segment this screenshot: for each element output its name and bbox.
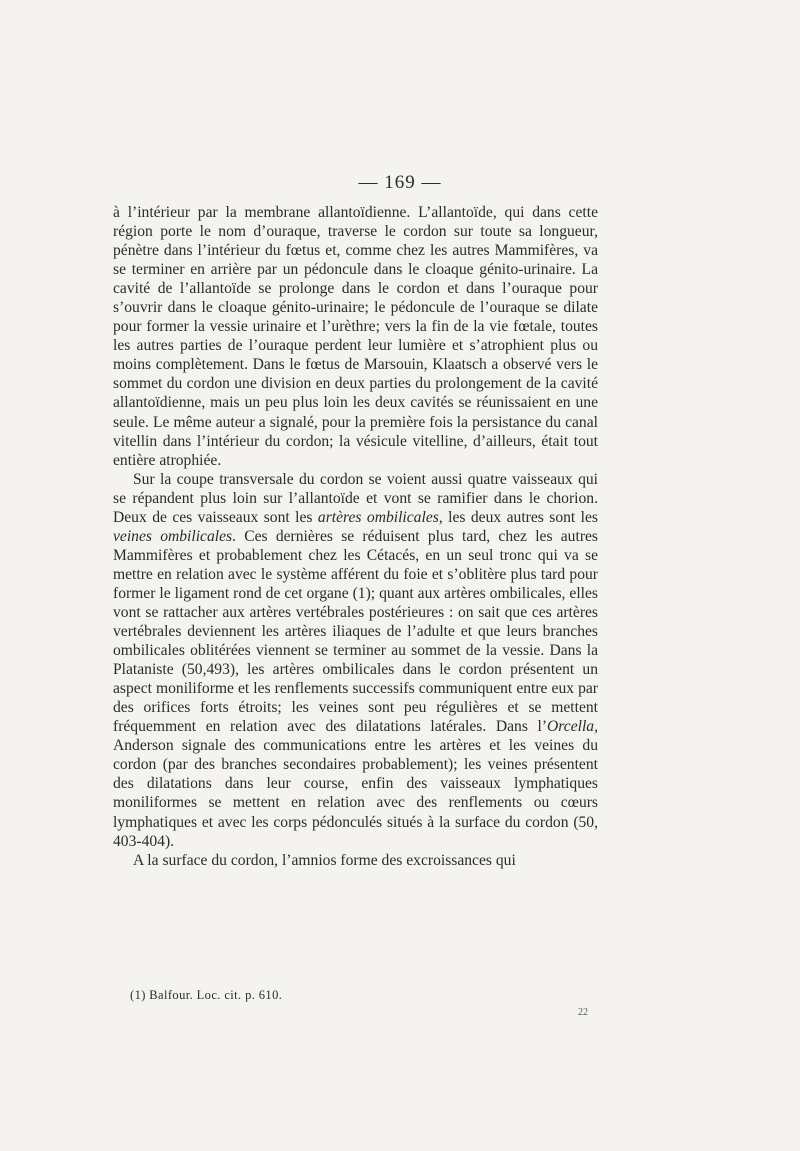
emphasis-veines-ombilicales: veines ombilicales bbox=[113, 527, 233, 545]
emphasis-arteres-ombilicales: artères ombilicales bbox=[317, 508, 439, 526]
paragraph-1: à l’intérieur par la membrane allantoïdienne. L’allantoïde, qui dans cette région porte le nom d’ouraque, traverse le cordon sur toute sa longueur, pénètre dans l’intérieur du fœtus et, comme chez les autres Mammifères, va se terminer en arrière par un pédoncule dans le cloaque génito-urinaire. La cavité de l’allantoïde se prolonge dans le cordon et dans l’ouraque pour s’ouvrir dans le cloaque génito-urinaire; le pédoncule de l’ouraque se dilate pour former la vessie urinaire et l’urèthre; vers la fin de la vie fœtale, toutes les autres parties de l’ouraque perdent leur lumière et s’atrophient plus ou moins complètement. Dans le fœtus de Marsouin, Klaatsch a observé vers le sommet du cordon une division en deux parties du prolongement de la cavité allantoïdienne, mais un peu plus loin les deux cavités se réunissaient en une seule. Le même auteur a signalé, pour la première fois la persistance du canal vitellin dans l’intérieur du cordon; la vésicule vitelline, d’ailleurs, était tout entière atrophiée. bbox=[113, 204, 598, 469]
page-number: — 169 — bbox=[358, 172, 442, 193]
paragraph-2: Sur la coupe transversale du cordon se voient aussi quatre vaisseaux qui se répandent plus loin sur l’allantoïde et vont se ramifier dans le chorion. Deux de ces vaisseaux sont les artères ombilicales, les deux autres sont les veines ombilicales. Ces dernières se réduisent plus tard, chez les autres Mammifères et probablement chez les Cétacés, en un seul tronc qui va se mettre en relation avec le système afférent du foie et s’oblitère plus tard pour former le ligament rond de cet organe (1); quant aux artères ombilicales, elles vont se rattacher aux artères vertébrales postérieures : on sait que ces artères vertébrales deviennent les artères iliaques de l’adulte et que leurs branches ombilicales oblitérées viennent se terminer au sommet de la vessie. Dans la Plataniste (50,493), les artères ombilicales dans le cordon présentent un aspect moniliforme et les renflements successifs communiquent entre eux par des orifices forts étroits; les veines sont peu régulières et se mettent fréquemment en relation avec des dilatations latérales. Dans l’Orcella, Anderson signale des communications entre les artères et les veines du cordon (par des branches secondaires probablement); les veines présentent des dilatations dans leur course, enfin des vaisseaux lymphatiques moniliformes se mettent en relation avec des renflements ou cœurs lymphatiques et avec les corps pédonculés situés à la surface du cordon (50, 403-404). bbox=[113, 470, 599, 850]
signature-mark: 22 bbox=[578, 1007, 588, 1018]
emphasis-orcella: Orcella bbox=[547, 718, 595, 736]
paragraph-3: A la surface du cordon, l’amnios forme des excroissances qui bbox=[133, 851, 516, 869]
footnote: (1) Balfour. Loc. cit. p. 610. bbox=[130, 988, 283, 1002]
body-text bbox=[113, 203, 598, 870]
